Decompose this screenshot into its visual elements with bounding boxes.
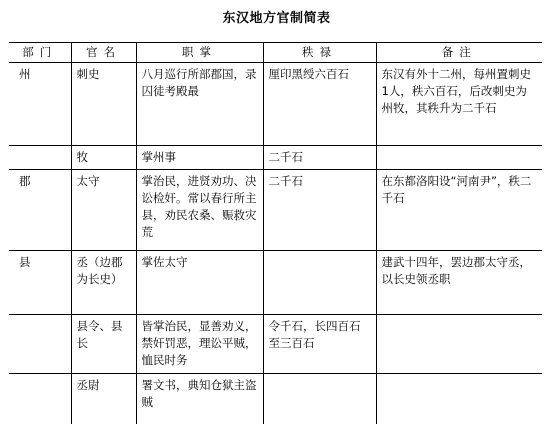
cell-office: 丞尉 bbox=[71, 374, 136, 425]
cell-office: 刺史 bbox=[71, 63, 136, 146]
cell-note: 东汉有外十二州，每州置刺史1人，秩六百石，后改刺史为州牧，其秩升为二千石 bbox=[376, 63, 542, 146]
cell-note: 建武十四年，罢边郡太守丞，以长史领丞职 bbox=[376, 251, 542, 315]
official-system-table bbox=[9, 42, 542, 424]
header-office: 官名 bbox=[71, 43, 136, 63]
cell-department bbox=[9, 315, 71, 374]
cell-office: 县令、县长 bbox=[71, 315, 136, 374]
cell-duty: 掌治民，进贤劝功、决讼检奸。常以春行所主县，劝民农桑、赈救灾荒 bbox=[136, 170, 263, 251]
cell-note bbox=[376, 315, 542, 374]
cell-department: 县 bbox=[9, 251, 71, 315]
cell-note bbox=[376, 374, 542, 425]
table-row bbox=[9, 315, 542, 374]
cell-rank: 厘印黑绶六百石 bbox=[263, 63, 376, 146]
cell-office: 牧 bbox=[71, 146, 136, 170]
header-note: 备注 bbox=[376, 43, 542, 63]
cell-note bbox=[376, 146, 542, 170]
cell-duty: 皆掌治民，显善劝义，禁奸罚恶，理讼平贼，恤民时务 bbox=[136, 315, 263, 374]
cell-duty: 署文书，典知仓狱主盗贼 bbox=[136, 374, 263, 425]
table-row bbox=[9, 374, 542, 425]
header-duty: 职掌 bbox=[136, 43, 263, 63]
page-title: 东汉地方官制简表 bbox=[222, 11, 331, 26]
table-row bbox=[9, 170, 542, 251]
cell-duty: 八月巡行所部郡国，录囚徒考殿最 bbox=[136, 63, 263, 146]
cell-rank bbox=[263, 374, 376, 425]
header-rank: 秩禄 bbox=[263, 43, 376, 63]
cell-rank bbox=[263, 251, 376, 315]
cell-department bbox=[9, 374, 71, 425]
cell-department: 州 bbox=[9, 63, 71, 146]
cell-office: 丞（边郡为长史） bbox=[71, 251, 136, 315]
header-department: 部门 bbox=[9, 43, 71, 63]
cell-duty: 掌佐太守 bbox=[136, 251, 263, 315]
cell-rank: 二千石 bbox=[263, 170, 376, 251]
table-row bbox=[9, 146, 542, 170]
cell-office: 太守 bbox=[71, 170, 136, 251]
cell-note: 在东都洛阳设“河南尹”，秩二千石 bbox=[376, 170, 542, 251]
table-row bbox=[9, 251, 542, 315]
cell-rank: 令千石，长四百石至三百石 bbox=[263, 315, 376, 374]
cell-department: 郡 bbox=[9, 170, 71, 251]
cell-department bbox=[9, 146, 71, 170]
table-row bbox=[9, 63, 542, 146]
table-header-row bbox=[9, 43, 542, 63]
cell-rank: 二千石 bbox=[263, 146, 376, 170]
cell-duty: 掌州事 bbox=[136, 146, 263, 170]
